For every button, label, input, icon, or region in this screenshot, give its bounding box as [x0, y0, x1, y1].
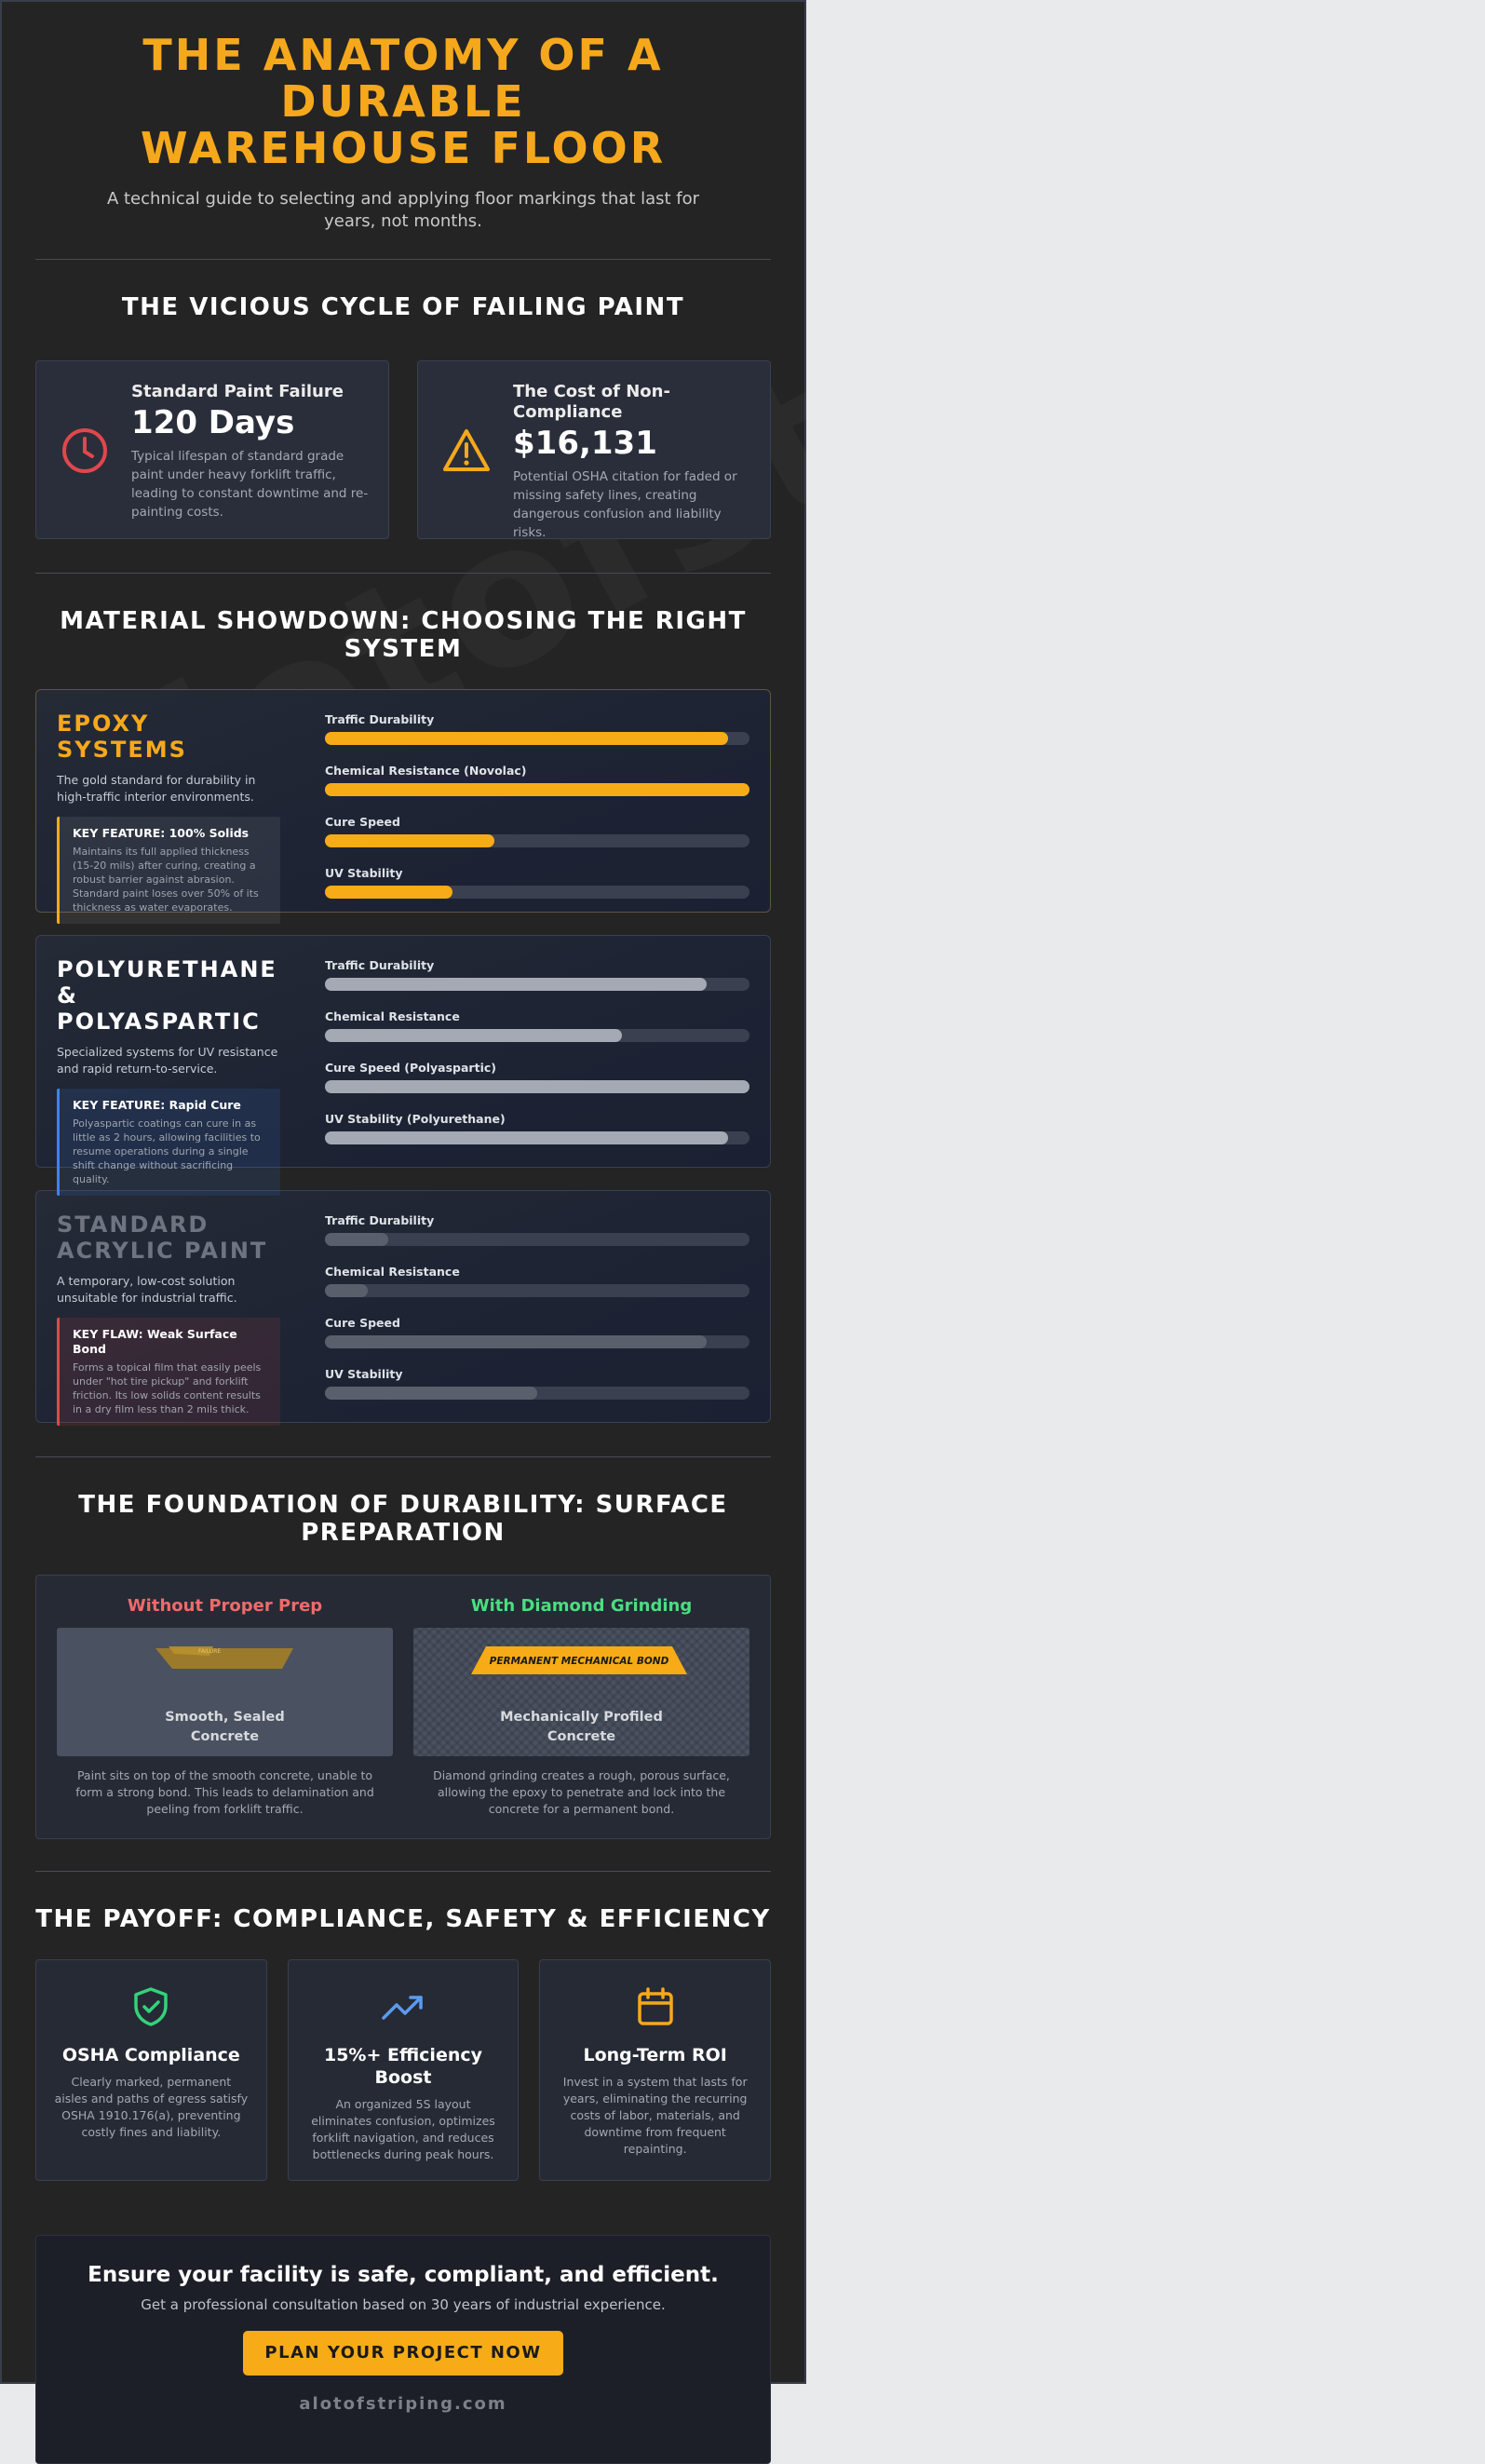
metric [325, 712, 749, 745]
metric-bar-fill [325, 834, 494, 847]
trending-up-icon [305, 1986, 502, 2027]
payoff-card-osha [35, 1959, 267, 2181]
metric-bar-fill [325, 886, 452, 899]
stat-body [513, 382, 751, 538]
payoff-card-efficiency [288, 1959, 520, 2181]
material-info [57, 711, 280, 912]
metric-bar-fill [325, 1335, 707, 1348]
prep-heading-without: Without Proper Prep [127, 1596, 323, 1616]
material-name: STANDARD ACRYLIC PAINT [57, 1212, 268, 1264]
prep-title [35, 1491, 771, 1547]
bonded-coating-graphic [471, 1646, 687, 1674]
metric-label: Chemical Resistance [325, 1265, 460, 1279]
metric-bar-track [325, 1131, 749, 1144]
divider [35, 573, 771, 574]
metric-label: Traffic Durability [325, 958, 435, 972]
stat-row [35, 360, 771, 539]
plan-project-button[interactable]: PLAN YOUR PROJECT NOW [243, 2331, 563, 2376]
metric-label: UV Stability [325, 866, 403, 880]
payoff-title: THE PAYOFF: COMPLIANCE, SAFETY & EFFICIENCY [35, 1905, 771, 1933]
payoff-heading: OSHA Compliance [61, 2045, 240, 2065]
metric-bar-fill [325, 783, 749, 796]
prep-column-without [57, 1596, 393, 1838]
metric-bar-track [325, 1029, 749, 1042]
metric-bar-track [325, 978, 749, 991]
metric [325, 958, 749, 991]
metric-label: UV Stability (Polyurethane) [325, 1112, 506, 1126]
payoff-heading-line1: 15%+ Efficiency [323, 2045, 483, 2065]
divider [35, 1871, 771, 1872]
metric-bar-track [325, 1387, 749, 1400]
metric-bar-fill [325, 732, 728, 745]
materials-title-line2: SYSTEM [344, 635, 463, 663]
payoff-heading-line2: Boost [374, 2067, 432, 2088]
prep-column-with [413, 1596, 749, 1838]
metric [325, 1265, 749, 1297]
page-title-line2: WAREHOUSE FLOOR [140, 123, 667, 173]
stat-card-paint-failure [35, 360, 389, 539]
shield-check-icon [53, 1986, 250, 2027]
payoff-desc: Clearly marked, permanent aisles and paths of egress satisfy OSHA 1910.176(a), preventing costly fines and liability. [54, 2075, 249, 2139]
material-desc: Specialized systems for UV resistance and rapid return-to-service. [57, 1045, 278, 1076]
materials-section [35, 607, 771, 1423]
key-feature-text: Polyaspartic coatings can cure in as little as 2 hours, allowing facilities to resume operations during a single shift change without sacrificing quality. [73, 1117, 261, 1185]
materials-title [35, 607, 771, 663]
material-info [57, 956, 280, 1185]
prep-title-line1: THE FOUNDATION OF DURABILITY: SURFACE [78, 1491, 728, 1519]
payoff-section [35, 1905, 771, 2181]
metric-label: Chemical Resistance [325, 1009, 460, 1023]
materials-title-line1: MATERIAL SHOWDOWN: CHOOSING THE RIGHT [60, 607, 747, 635]
metric-bar-fill [325, 1131, 728, 1144]
material-name: EPOXY SYSTEMS [57, 711, 187, 763]
divider [35, 1456, 771, 1457]
surface-label [57, 1708, 393, 1747]
page-title-line1: THE ANATOMY OF A DURABLE [142, 30, 664, 127]
stat-label: Standard Paint Failure [131, 382, 344, 401]
cta-title: Ensure your facility is safe, compliant, and efficient. [88, 2263, 719, 2287]
metric-bar-track [325, 783, 749, 796]
metric-bar-track [325, 834, 749, 847]
material-card-epoxy [35, 689, 771, 913]
payoff-row [35, 1959, 771, 2181]
metric-bar-track [325, 886, 749, 899]
surface-label [413, 1708, 749, 1747]
metric-bar-fill [325, 1284, 368, 1297]
surface-label-line2: Concrete [547, 1729, 616, 1744]
metric [325, 866, 749, 899]
metric-bar-fill [325, 1233, 388, 1246]
payoff-desc: An organized 5S layout eliminates confusion, optimizes forklift navigation, and reduces bottlenecks during peak hours. [311, 2097, 495, 2161]
stat-label: The Cost of Non-Compliance [513, 382, 670, 422]
clock-icon [61, 426, 109, 538]
header [35, 2, 771, 233]
stat-body [131, 382, 370, 538]
prep-section [35, 1491, 771, 1839]
payoff-heading [305, 2044, 502, 2089]
material-metrics [325, 711, 749, 912]
metric [325, 815, 749, 847]
metric-bar-fill [325, 1080, 749, 1093]
smooth-concrete-visual [57, 1628, 393, 1756]
metric [325, 1112, 749, 1144]
metric [325, 1367, 749, 1400]
material-info [57, 1212, 280, 1422]
surface-label-line2: Concrete [190, 1729, 260, 1744]
material-name: POLYURETHANE & POLYASPARTIC [57, 956, 277, 1035]
cycle-title: THE VICIOUS CYCLE OF FAILING PAINT [121, 293, 685, 321]
surface-label-line1: Smooth, Sealed [165, 1710, 285, 1725]
stat-card-non-compliance [417, 360, 771, 539]
prep-desc-without: Paint sits on top of the smooth concrete, unable to form a strong bond. This leads to delamination and peeling from forklift traffic. [75, 1768, 374, 1816]
stat-value: $16,131 [513, 425, 657, 462]
metric-bar-track [325, 732, 749, 745]
metric [325, 764, 749, 796]
stat-desc: Typical lifespan of standard grade paint under heavy forklift traffic, leading to constant downtime and re-painting costs. [131, 449, 369, 520]
metric-bar-track [325, 1233, 749, 1246]
metric [325, 1061, 749, 1093]
key-feature-box [57, 817, 280, 924]
metric-label: Chemical Resistance (Novolac) [325, 764, 527, 778]
metric [325, 1009, 749, 1042]
metric-bar-track [325, 1284, 749, 1297]
bond-label: PERMANENT MECHANICAL BOND [489, 1656, 669, 1667]
page-subtitle: A technical guide to selecting and applying floor markings that last for years, not months. [106, 189, 700, 231]
payoff-desc: Invest in a system that lasts for years, eliminating the recurring costs of labor, materials, and downtime from frequent repainting. [562, 2075, 748, 2156]
page-title [35, 32, 771, 171]
key-feature-box [57, 1089, 280, 1196]
material-desc: A temporary, low-cost solution unsuitable for industrial traffic. [57, 1274, 237, 1305]
cycle-section [35, 293, 771, 539]
material-card-acrylic [35, 1190, 771, 1423]
cta-subtitle: Get a professional consultation based on 30 years of industrial experience. [141, 2296, 666, 2313]
metric-bar-fill [325, 978, 707, 991]
divider [35, 259, 771, 260]
stat-value: 120 Days [131, 404, 295, 441]
metric-label: Cure Speed [325, 1316, 400, 1330]
stat-desc: Potential OSHA citation for faded or missing safety lines, creating dangerous confusion and liability risks. [513, 469, 737, 540]
failure-label: FAILURE [198, 1648, 222, 1655]
surface-label-line1: Mechanically Profiled [500, 1710, 663, 1725]
prep-heading-with: With Diamond Grinding [470, 1596, 693, 1616]
metric-bar-track [325, 1080, 749, 1093]
metric-label: Traffic Durability [325, 1213, 435, 1227]
material-desc: The gold standard for durability in high-traffic interior environments. [57, 773, 256, 804]
metric-label: UV Stability [325, 1367, 403, 1381]
metric [325, 1316, 749, 1348]
metric-label: Traffic Durability [325, 712, 435, 726]
key-flaw-box [57, 1318, 280, 1426]
key-flaw-text: Forms a topical film that easily peels under "hot tire pickup" and forklift friction. Its low solids content results in a dry film less than 2 mils thick. [73, 1361, 262, 1415]
warning-icon [442, 426, 491, 538]
content [2, 2, 804, 2464]
key-feature-text: Maintains its full applied thickness (15-20 mils) after curing, creating a robust barrier against abrasion. Standard paint loses over 50% of its thickness as water evaporates. [73, 846, 259, 914]
payoff-heading: Long-Term ROI [583, 2045, 727, 2065]
profiled-concrete-visual [413, 1628, 749, 1756]
site-link[interactable]: alotofstriping.com [299, 2394, 507, 2414]
key-flaw-title: KEY FLAW: Weak Surface Bond [73, 1327, 237, 1356]
prep-title-line2: PREPARATION [301, 1519, 506, 1547]
prep-desc-with: Diamond grinding creates a rough, porous surface, allowing the epoxy to penetrate and lock into the concrete for a permanent bond. [433, 1768, 730, 1816]
metric-bar-fill [325, 1387, 537, 1400]
metric-bar-track [325, 1335, 749, 1348]
key-feature-title: KEY FEATURE: 100% Solids [73, 826, 250, 840]
metric [325, 1213, 749, 1246]
peeling-coating-graphic [155, 1646, 293, 1674]
calendar-icon [557, 1986, 753, 2027]
metric-label: Cure Speed [325, 815, 400, 829]
material-metrics [325, 1212, 749, 1422]
cta-section [35, 2235, 771, 2464]
payoff-card-roi [539, 1959, 771, 2181]
metric-label: Cure Speed (Polyaspartic) [325, 1061, 496, 1075]
material-metrics [325, 956, 749, 1167]
material-card-polyurethane [35, 935, 771, 1185]
metric-bar-fill [325, 1029, 622, 1042]
prep-card [35, 1575, 771, 1839]
key-feature-title: KEY FEATURE: Rapid Cure [73, 1098, 241, 1112]
